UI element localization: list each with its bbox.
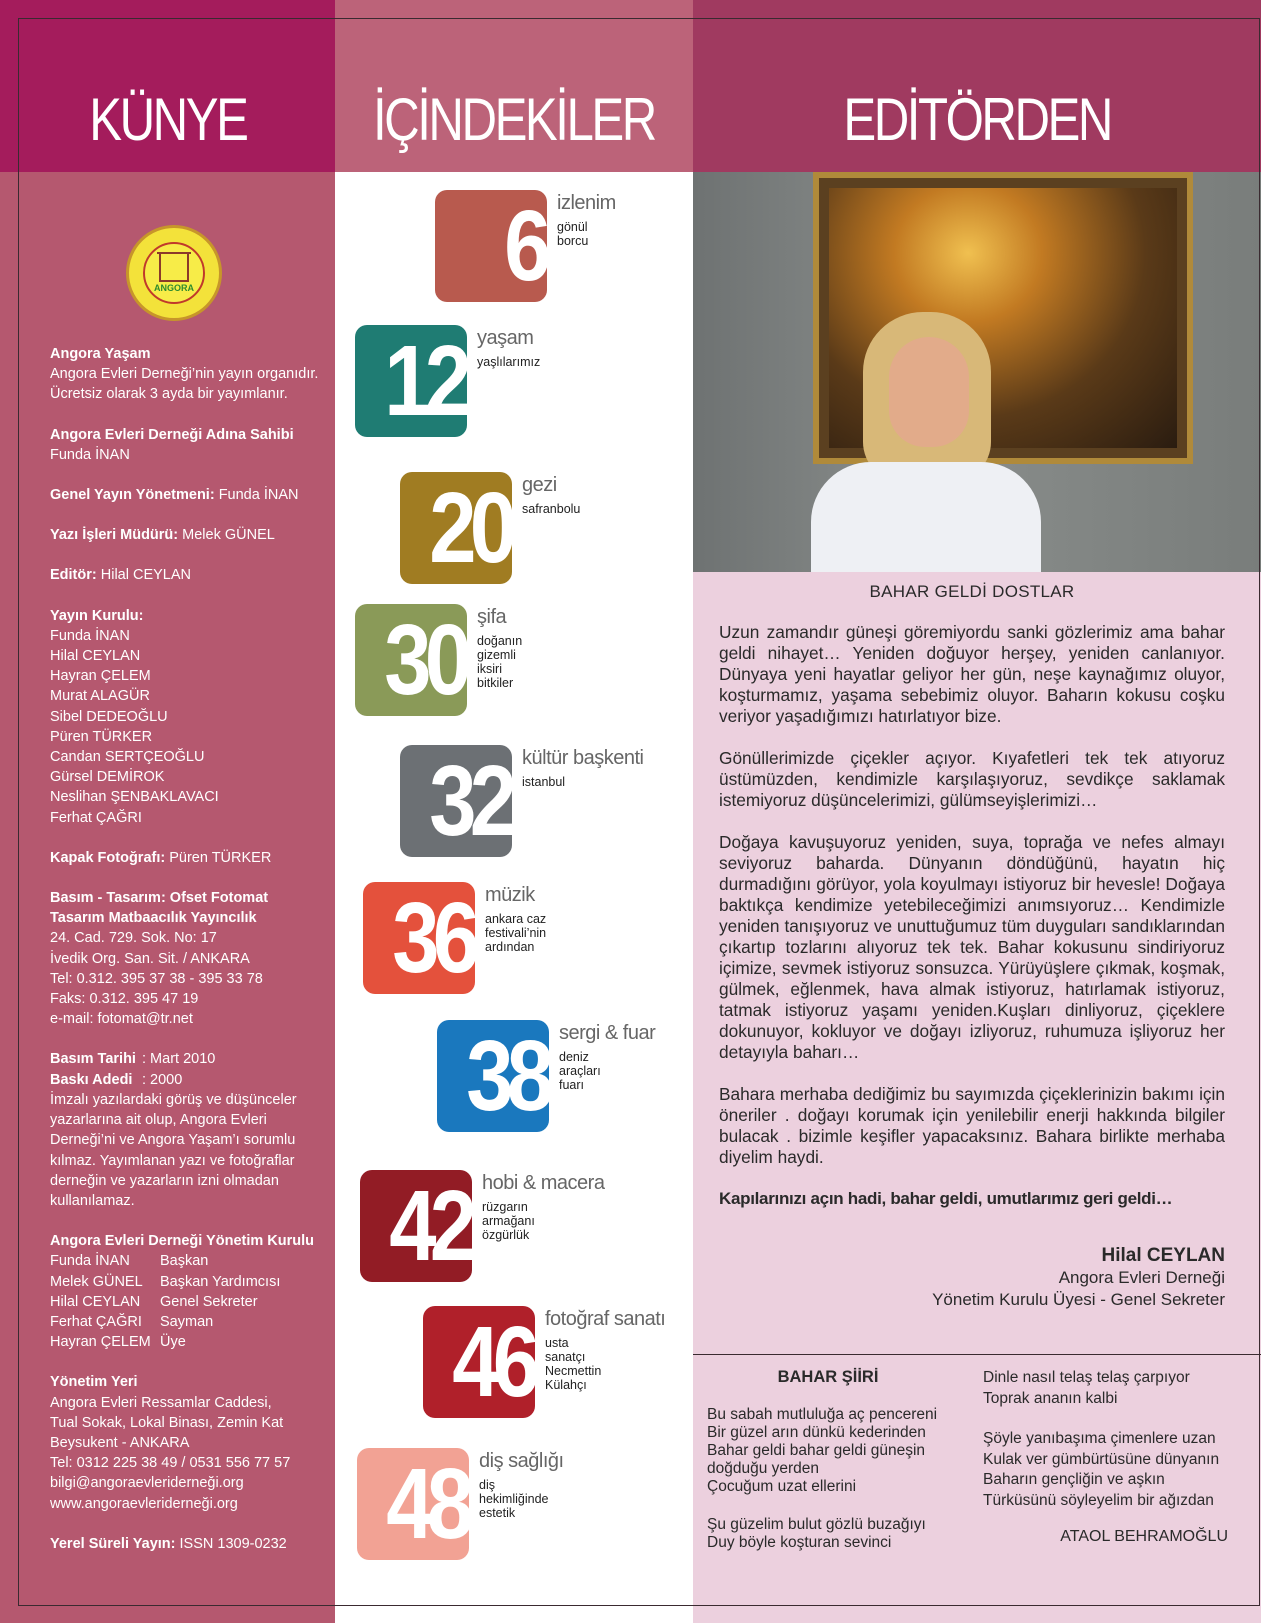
toc-title: izlenim bbox=[557, 192, 616, 214]
toc-subtitle: rüzgarın armağanı özgürlük bbox=[482, 1200, 535, 1242]
editorial-column bbox=[693, 0, 1261, 1623]
editorial-paragraph: Gönüllerimizde çiçekler açıyor. Kıyafetleri tek tek atıyoruz üstümüzden, kendimizle karşılaşıyoruz, sevdikçe saklamak istemiyoruz düşüncelerimizi, gülümseyişlerimizi… bbox=[719, 748, 1225, 810]
general-manager-label: Genel Yayın Yönetmeni: bbox=[50, 487, 215, 504]
board-member: Ferhat ÇAĞRI bbox=[50, 809, 142, 826]
print-tel: Tel: 0.312. 395 37 38 - 395 33 78 bbox=[50, 970, 263, 987]
poem-line: Bir güzel arın dünkü kederinden bbox=[707, 1424, 926, 1441]
toc-title: kültür başkenti bbox=[522, 747, 644, 769]
publication-line1: Angora Evleri Derneği’nin yayın organıdır. bbox=[50, 366, 319, 383]
editor-value: Hilal CEYLAN bbox=[96, 567, 191, 584]
poem-line: Duy böyle koşturan sevinci bbox=[707, 1534, 892, 1551]
publication-line2: Ücretsiz olarak 3 ayda bir yayımlanır. bbox=[50, 386, 288, 403]
cover-photo-label: Kapak Fotoğrafı: bbox=[50, 849, 166, 866]
owner-label: Angora Evleri Derneği Adına Sahibi bbox=[50, 426, 294, 443]
editorial-paragraph: Uzun zamandır güneşi göremiyordu sanki gözlerimiz ama bahar geldi nihayet… Yeniden doğuyor herşey, yeniden canlanıyor. Dünyaya yeni hayatlar geliyor her gün, neşe kaynağımız oluyor, koşturmamız, yaşama sebebimiz oluyor. Baharın kokusu coşku veriyor yaşadığımızı hatırlatıyor bize. bbox=[719, 622, 1225, 726]
toc-page-number: 38 bbox=[437, 1020, 549, 1132]
print-address1: 24. Cad. 729. Sok. No: 17 bbox=[50, 930, 217, 947]
poem-line: Çocuğum uzat ellerini bbox=[707, 1478, 857, 1495]
board-member: Hayran ÇELEM bbox=[50, 668, 151, 685]
print-count-value: : 2000 bbox=[142, 1071, 183, 1088]
board-member: Candan SERTÇEOĞLU bbox=[50, 749, 205, 766]
toc-subtitle: istanbul bbox=[522, 775, 566, 789]
cover-photo-value: Püren TÜRKER bbox=[165, 849, 272, 866]
editor-photo bbox=[693, 172, 1261, 572]
board-label: Yayın Kurulu: bbox=[50, 607, 144, 624]
toc-page-number: 32 bbox=[400, 745, 512, 857]
management-row: Hayran ÇELEM Üye bbox=[50, 1334, 186, 1351]
editorial-closing: Kapılarınızı açın hadi, bahar geldi, umutlarımız geri geldi… bbox=[719, 1189, 1173, 1208]
contents-title: İÇİNDEKİLER bbox=[373, 86, 655, 153]
editorial-heading: BAHAR GELDİ DOSTLAR bbox=[869, 582, 1075, 601]
office-label: Yönetim Yeri bbox=[50, 1374, 138, 1391]
management-row: Ferhat ÇAĞRI Sayman bbox=[50, 1313, 214, 1330]
office-line3: Beysukent - ANKARA bbox=[50, 1434, 190, 1451]
editorial-header bbox=[693, 0, 1261, 172]
contents-column bbox=[335, 0, 693, 1623]
poem-line: Kulak ver gümbürtüsüne dünyanın bbox=[983, 1450, 1220, 1468]
board-member: Murat ALAGÜR bbox=[50, 688, 150, 705]
logo-emblem bbox=[143, 242, 205, 304]
kunye-text bbox=[50, 344, 330, 1574]
editorial-paragraph: Bahara merhaba dediğimiz bu sayımızda çiçeklerinizin bakımı için öneriler . doğayı korumak için yenilebilir enerji hakkında bilgiler bulacak . bizimle keşifler yapacaksınız. Bahara birlikte merhaba diyelim haydi. bbox=[719, 1084, 1225, 1167]
board-member: Gürsel DEMİROK bbox=[50, 769, 165, 786]
toc-title: müzik bbox=[485, 884, 535, 906]
board-member: Hilal CEYLAN bbox=[50, 648, 141, 665]
office-web[interactable]: www.angoraevleriderneği.org bbox=[50, 1495, 238, 1512]
signature-name: Hilal CEYLAN bbox=[1101, 1245, 1225, 1266]
toc-subtitle: diş hekimliğinde estetik bbox=[479, 1478, 549, 1520]
poem-title: BAHAR ŞİİRİ bbox=[777, 1368, 879, 1386]
toc-page-number: 6 bbox=[435, 190, 547, 302]
poem-divider bbox=[693, 1354, 1261, 1355]
poem-line: Dinle nasıl telaş telaş çarpıyor bbox=[983, 1369, 1190, 1386]
kunye-title: KÜNYE bbox=[88, 86, 247, 153]
print-label1: Basım - Tasarım: Ofset Fotomat bbox=[50, 890, 269, 907]
print-fax: Faks: 0.312. 395 47 19 bbox=[50, 991, 199, 1008]
signature-role: Yönetim Kurulu Üyesi - Genel Sekreter bbox=[932, 1290, 1225, 1309]
toc-subtitle: deniz araçları fuarı bbox=[559, 1050, 601, 1092]
office-line2: Tual Sokak, Lokal Binası, Zemin Kat bbox=[50, 1414, 284, 1431]
toc-page-number: 36 bbox=[363, 882, 475, 994]
management-board-label: Angora Evleri Derneği Yönetim Kurulu bbox=[50, 1233, 315, 1250]
poem-left-column bbox=[707, 1368, 949, 1552]
board-member: Püren TÜRKER bbox=[50, 728, 153, 745]
toc-page-number: 12 bbox=[355, 325, 467, 437]
poem-line: Bu sabah mutluluğa aç pencereni bbox=[707, 1406, 938, 1423]
logo-brand: ANGORA bbox=[154, 283, 194, 293]
issn-label: Yerel Süreli Yayın: bbox=[50, 1535, 176, 1552]
toc-title: fotoğraf sanatı bbox=[545, 1308, 666, 1330]
poem-line: Türküsünü söyleyelim bir ağızdan bbox=[983, 1491, 1214, 1509]
toc-page-number: 46 bbox=[423, 1306, 535, 1418]
editor-portrait bbox=[811, 312, 1041, 572]
toc-title: sergi & fuar bbox=[559, 1022, 656, 1044]
poem-line: Şu güzelim bulut gözlü buzağıyı bbox=[707, 1516, 926, 1533]
editor-label: Editör: bbox=[50, 567, 97, 584]
disclaimer: İmzalı yazılardaki görüş ve düşünceler yazarlarına ait olup, Angora Evleri Derneği’ni ve Angora Yaşam’ı sorumlu kılmaz. Yayımlanan yazı ve fotoğraflar derneğin ve yazarların izni olmadan kullanılamaz. bbox=[50, 1091, 297, 1209]
toc-subtitle: doğanın gizemli iksiri bitkiler bbox=[477, 634, 523, 690]
issn-value: ISSN 1309-0232 bbox=[175, 1535, 287, 1552]
print-email: e-mail: fotomat@tr.net bbox=[50, 1011, 193, 1028]
print-date-label: Basım Tarihi bbox=[50, 1051, 136, 1068]
toc-subtitle: yaşlılarımız bbox=[477, 355, 541, 369]
signature-org: Angora Evleri Derneği bbox=[1058, 1268, 1225, 1287]
management-row: Melek GÜNEL Başkan Yardımcısı bbox=[50, 1273, 281, 1290]
toc-title: gezi bbox=[522, 474, 557, 496]
contents-header bbox=[335, 0, 693, 172]
poem-line: Toprak ananın kalbi bbox=[983, 1389, 1118, 1407]
toc-subtitle: usta sanatçı Necmettin Külahçı bbox=[545, 1336, 602, 1392]
toc-title: yaşam bbox=[477, 327, 534, 349]
board-member: Neslihan ŞENBAKLAVACI bbox=[50, 789, 219, 806]
toc-title: hobi & macera bbox=[482, 1172, 605, 1194]
toc-subtitle: ankara caz festivali’nin ardından bbox=[485, 912, 547, 954]
toc-title: şifa bbox=[477, 606, 507, 628]
poem-line: Baharın gençliğin ve aşkın bbox=[983, 1471, 1165, 1488]
toc-page-number: 48 bbox=[357, 1448, 469, 1560]
office-line1: Angora Evleri Ressamlar Caddesi, bbox=[50, 1394, 272, 1411]
toc-title: diş sağlığı bbox=[479, 1450, 564, 1472]
angora-logo bbox=[126, 225, 222, 321]
poem-right-column bbox=[983, 1368, 1228, 1548]
editor-in-chief-label: Yazı İşleri Müdürü: bbox=[50, 527, 179, 544]
board-member: Sibel DEDEOĞLU bbox=[50, 708, 168, 725]
kunye-header bbox=[0, 0, 335, 172]
office-email[interactable]: bilgi@angoraevleriderneği.org bbox=[50, 1475, 244, 1492]
toc-subtitle: safranbolu bbox=[522, 502, 581, 516]
print-address2: İvedik Org. San. Sit. / ANKARA bbox=[50, 950, 250, 967]
owner-value: Funda İNAN bbox=[50, 446, 130, 463]
office-tel: Tel: 0312 225 38 49 / 0531 556 77 57 bbox=[50, 1455, 291, 1472]
toc-page-number: 20 bbox=[400, 472, 512, 584]
publication-title: Angora Yaşam bbox=[50, 346, 151, 362]
editor-in-chief-value: Melek GÜNEL bbox=[178, 527, 275, 544]
management-row: Funda İNAN Başkan bbox=[50, 1253, 209, 1270]
editorial-text bbox=[719, 582, 1225, 1311]
print-label2: Tasarım Matbaacılık Yayıncılık bbox=[50, 910, 257, 927]
toc-subtitle: gönül borcu bbox=[557, 220, 589, 248]
print-date-value: : Mart 2010 bbox=[142, 1051, 216, 1068]
toc-page-number: 42 bbox=[360, 1170, 472, 1282]
signature bbox=[719, 1245, 1225, 1311]
toc-page-number: 30 bbox=[355, 604, 467, 716]
house-icon bbox=[159, 252, 189, 282]
editorial-title: EDİTÖRDEN bbox=[843, 86, 1111, 153]
management-row: Hilal CEYLAN Genel Sekreter bbox=[50, 1293, 258, 1310]
board-member: Funda İNAN bbox=[50, 627, 130, 644]
kunye-column bbox=[0, 0, 335, 1623]
poem-line: Bahar geldi bahar geldi güneşin doğduğu yerden bbox=[707, 1442, 926, 1477]
poem-line: Şöyle yanıbaşıma çimenlere uzan bbox=[983, 1430, 1216, 1447]
poet-name: ATAOL BEHRAMOĞLU bbox=[1060, 1528, 1228, 1545]
editorial-paragraph: Doğaya kavuşuyoruz yeniden, suya, toprağa ve nefes almayı seviyoruz baharda. Dünyanın döndüğünü, hayatın hiç durmadığını görüyor, yola koyulmayı istiyoruz bir hevesle! Doğaya baktıkça kendimize yetebileceğimizi anımsıyoruz… Kendimizle yeniden tanışıyoruz ve unuttuğumuz tüm duyguları sandıklarından çıkartıp tozlarını alıyoruz tek tek. Bahar kokusunu sindiriyoruz içimize, sevmek istiyoruz sonsuzca. Yürüyüşlere çıkmak, koşmak, gülmek, eğlenmek, hava almak istiyoruz, hatırlamak istiyoruz, tatmak istiyoruz yaşamı yeniden.Kuşları dinliyoruz, çiçeklere dokunuyor, kokluyor ve doğayı izliyoruz, ruhumuza işliyoruz her detayıyla baharı… bbox=[719, 832, 1225, 1062]
print-count-label: Baskı Adedi bbox=[50, 1071, 133, 1088]
general-manager-value: Funda İNAN bbox=[214, 487, 299, 504]
